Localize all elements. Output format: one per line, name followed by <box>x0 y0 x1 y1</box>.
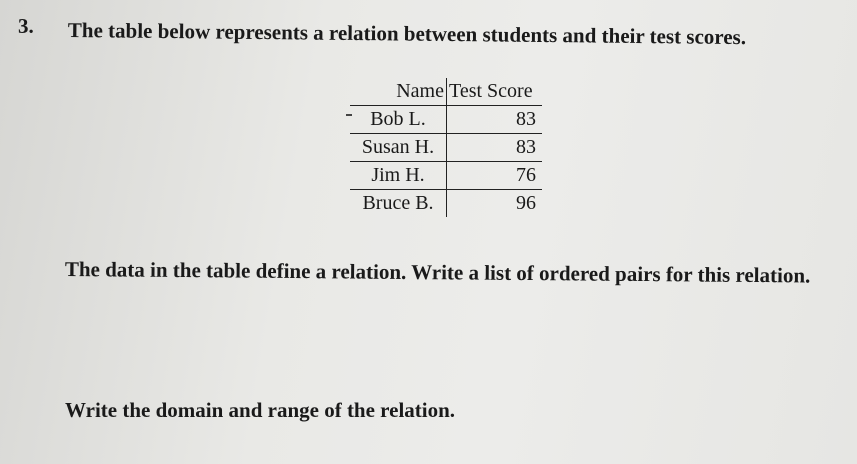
ordered-pairs-prompt: The data in the table define a relation. Write a list of ordered pairs for this relation. <box>64 257 811 288</box>
header-test-score: Test Score <box>447 78 543 106</box>
question-number: 3. <box>18 14 34 38</box>
table-row <box>350 190 542 218</box>
table-row <box>350 106 542 134</box>
scores-table <box>350 78 542 217</box>
score-cell: 96 <box>447 190 543 218</box>
score-cell: 83 <box>447 106 543 134</box>
name-cell: Jim H. <box>350 162 447 190</box>
question-text: The table below represents a relation between students and their test scores. <box>67 18 747 50</box>
domain-range-prompt: Write the domain and range of the relation. <box>65 398 456 422</box>
header-name: Name <box>350 78 447 106</box>
score-cell: 83 <box>447 134 543 162</box>
score-cell: 76 <box>447 162 543 190</box>
table-row <box>350 134 542 162</box>
name-cell: Susan H. <box>350 134 447 162</box>
table-row <box>350 162 542 190</box>
name-cell: Bruce B. <box>350 190 447 218</box>
name-cell: Bob L. <box>350 106 447 134</box>
